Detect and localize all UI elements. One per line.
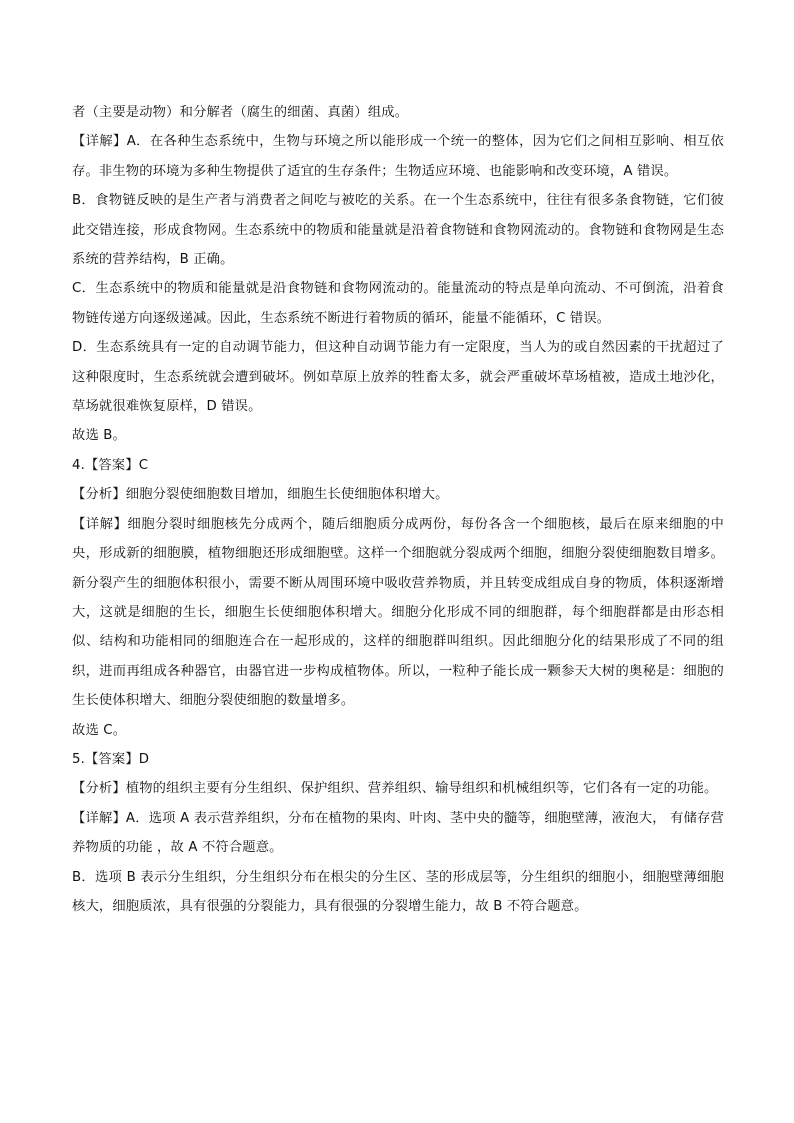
paragraph-detail-5b: B．选项 B 表示分生组织，分生组织分布在根尖的分生区、茎的形成层等，分生组织的细胞小，细胞壁薄细胞核大，细胞质浓，具有很强的分裂能力，具有很强的分裂增生能力，故 B 不符合题意。	[72, 869, 724, 914]
paragraph-choose-b: 故选 B。	[72, 428, 126, 444]
paragraph-option-b: B．食物链反映的是生产者与消费者之间吃与被吃的关系。在一个生态系统中，往往有很多条食物链，它们彼此交错连接，形成食物网。生态系统中的物质和能量就是沿着食物链和食物网流动的。食物链和食物网是生态系统的营养结构，B 正确。	[72, 193, 724, 268]
paragraph-detail-4: 【详解】细胞分裂时细胞核先分成两个，随后细胞质分成两份，每份各含一个细胞核，最后在原来细胞的中央，形成新的细胞膜，植物细胞还形成细胞壁。这样一个细胞就分裂成两个细胞，细胞分裂使细胞数目增多。新分裂产生的细胞体积很小，需要不断从周围环境中吸收营养物质，并且转变成组成自身的物质，体积逐渐增大，这就是细胞的生长，细胞生长使细胞体积增大。细胞分化形成不同的细胞群，每个细胞群都是由形态相似、结构和功能相同的细胞连合在一起形成的，这样的细胞群叫组织。因此细胞分化的结果形成了不同的组织，进而再组成各种器官，由器官进一步构成植物体。所以，一粒种子能长成一颗参天大树的奥秘是：细胞的生长使体积增大、细胞分裂使细胞的数量增多。	[72, 516, 724, 709]
paragraph-detail-a: 【详解】A．在各种生态系统中，生物与环境之所以能形成一个统一的整体，因为它们之间相互影响、相互依存。非生物的环境为多种生物提供了适宜的生存条件；生物适应环境、也能影响和改变环境，A 错误。	[72, 134, 724, 179]
paragraph-option-c: C．生态系统中的物质和能量就是沿食物链和食物网流动的。能量流动的特点是单向流动、不可倒流，沿着食物链传递方向逐级递减。因此，生态系统不断进行着物质的循环，能量不能循环，C 错误。	[72, 281, 724, 326]
document-body	[72, 98, 724, 921]
paragraph-detail-5a: 【详解】A．选项 A 表示营养组织，分布在植物的果肉、叶肉、茎中央的髓等，细胞壁薄，液泡大， 有储存营养物质的功能 ，故 A 不符合题意。	[72, 810, 724, 856]
answer-4-heading: 4.【答案】C	[72, 457, 149, 473]
paragraph-option-d: D．生态系统具有一定的自动调节能力，但这种自动调节能力有一定限度，当人为的或自然因素的干扰超过了这种限度时，生态系统就会遭到破坏。例如草原上放养的牲畜太多，就会严重破坏草场植被，造成土地沙化，草场就很难恢复原样，D 错误。	[72, 340, 724, 415]
paragraph-analysis-5: 【分析】植物的组织主要有分生组织、保护组织、营养组织、输导组织和机械组织等，它们各有一定的功能。	[72, 781, 718, 797]
answer-5-heading: 5.【答案】D	[72, 751, 150, 767]
paragraph-analysis-4: 【分析】细胞分裂使细胞数目增加，细胞生长使细胞体积增大。	[72, 487, 449, 503]
paragraph-choose-c: 故选 C。	[72, 722, 127, 738]
paragraph-continuation: 者（主要是动物）和分解者（腐生的细菌、真菌）组成。	[72, 105, 409, 120]
